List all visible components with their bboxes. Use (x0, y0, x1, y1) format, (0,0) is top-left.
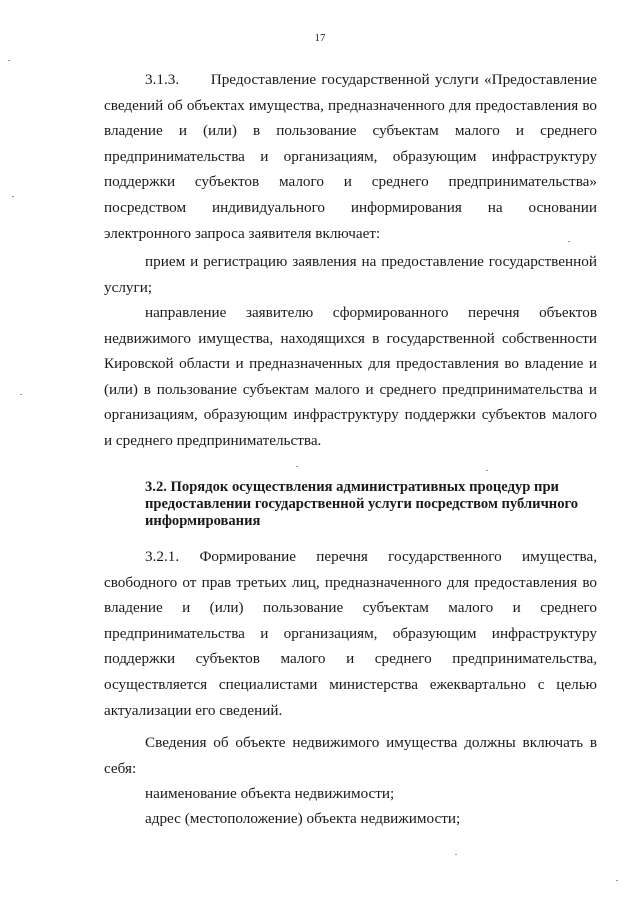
heading-text: Порядок осуществления административных процедур при предоставлении государственной услуги посредством публичного информирования (145, 479, 579, 529)
paragraph-3-1-3 (104, 67, 597, 246)
list-item: наименование объекта недвижимости; (145, 785, 395, 802)
paragraph-3-2-1 (104, 544, 597, 723)
scan-speck (12, 196, 14, 197)
scan-speck (616, 880, 618, 881)
scan-speck (455, 854, 457, 855)
paragraph-svedeniya: Сведения об объекте недвижимого имущества должны включать в себя: (104, 734, 597, 777)
paragraph-priem: прием и регистрацию заявления на предоставление государственной услуги; (104, 253, 597, 296)
section-number: 3.2.1. (145, 548, 180, 565)
paragraph-text: Формирование перечня государственного имущества, свободного от прав третьих лиц, предназначенного для предоставления во владение и (или) пользование субъектам малого и среднего предпринимательства и организациям, образующим инфраструктуру поддержки субъектов малого и среднего предпринимательства, осуществляется специалистами министерства ежеквартально с целью актуализации его сведений. (104, 548, 597, 719)
scan-speck (8, 60, 10, 61)
scan-speck (296, 466, 298, 467)
list-item: адрес (местоположение) объекта недвижимости; (145, 810, 461, 827)
scan-speck (486, 470, 488, 471)
page-number: 17 (314, 32, 326, 44)
scan-speck (568, 241, 570, 242)
heading-number: 3.2. (145, 479, 167, 495)
section-number: 3.1.3. (145, 71, 180, 88)
section-heading-3-2 (104, 479, 597, 530)
scan-speck (20, 394, 22, 395)
paragraph-napravlenie: направление заявителю сформированного перечня объектов недвижимого имущества, находящихся в государственной собственности Кировской области и предназначенных для предоставления во владение и (или) в пользование субъектам малого и среднего предпринимательства и организациям, образующим инфраструктуру поддержки субъектов малого и среднего предпринимательства. (104, 304, 597, 449)
paragraph-text: Предоставление государственной услуги «Предоставление сведений об объектах имущества, предназначенного для предоставления во владение и (или) в пользование субъектам малого и среднего предпринимательства и организациям, образующим инфраструктуру поддержки субъектов малого и среднего предпринимательства» посредством индивидуального информирования на основании электронного запроса заявителя включает: (104, 71, 597, 242)
